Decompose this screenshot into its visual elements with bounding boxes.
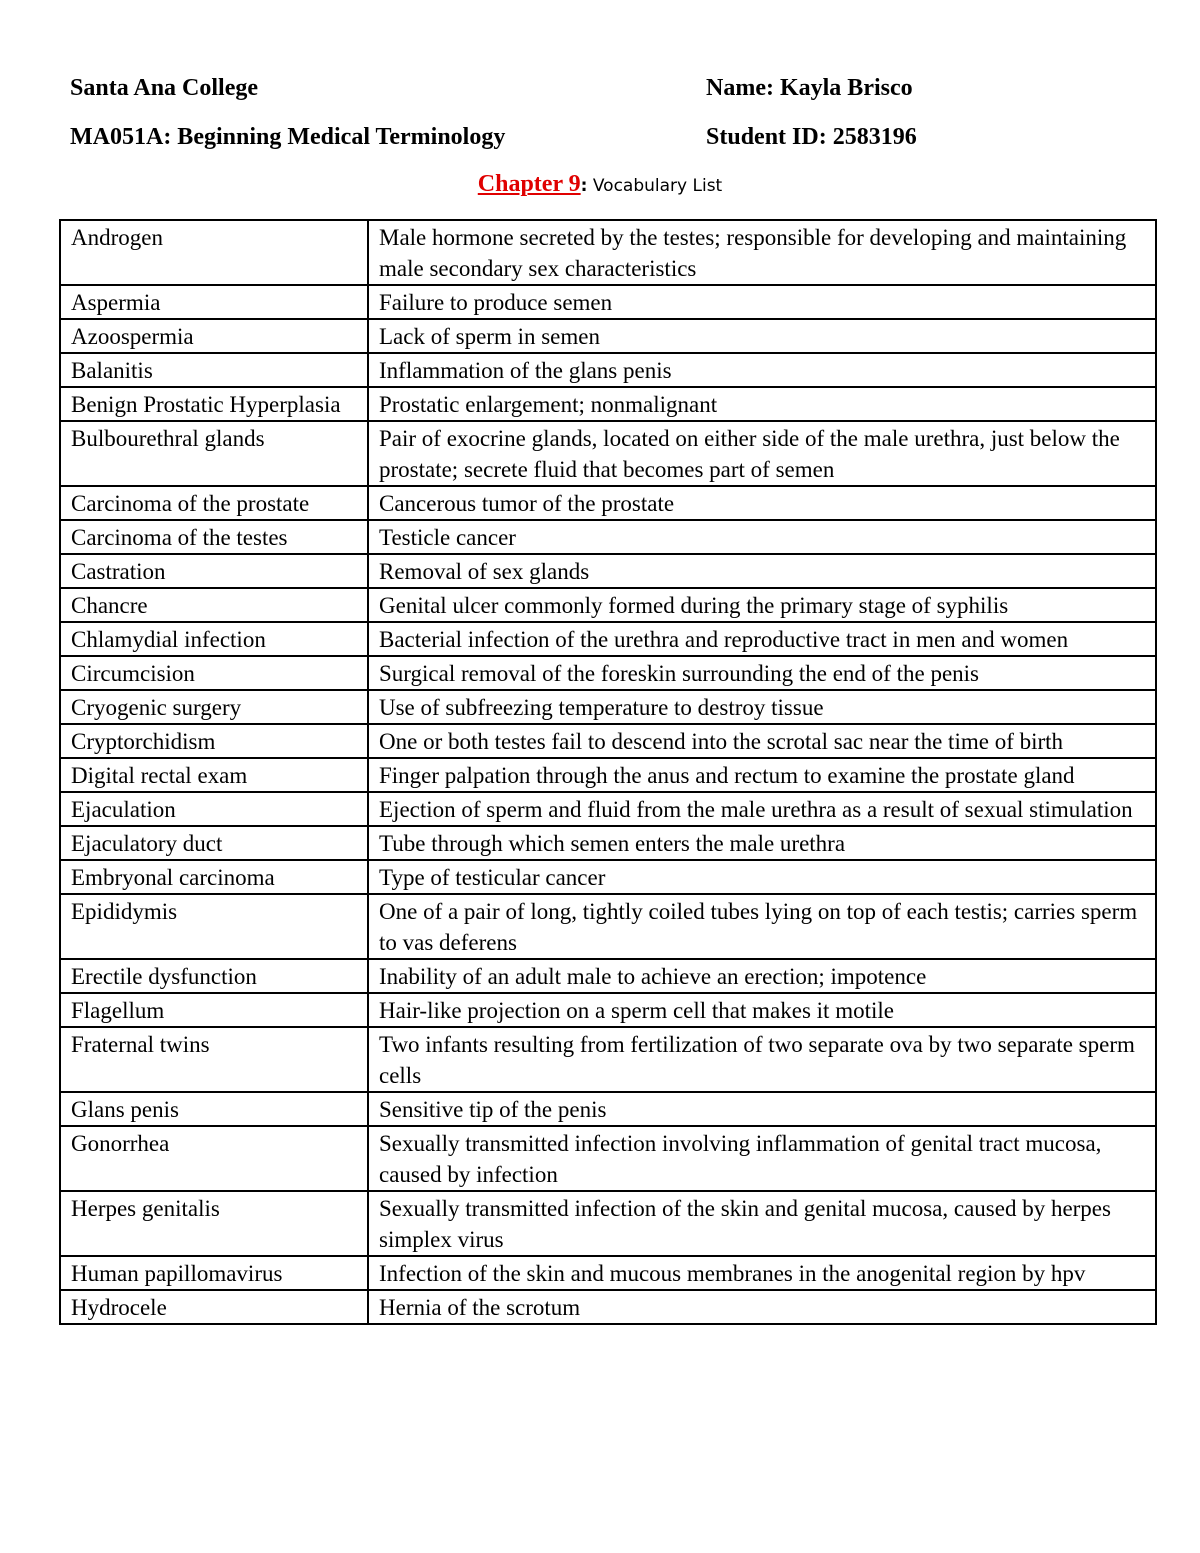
table-row xyxy=(60,758,1156,792)
definition-cell: Cancerous tumor of the prostate xyxy=(368,486,1156,520)
table-row xyxy=(60,520,1156,554)
table-row xyxy=(60,421,1156,486)
term-cell: Ejaculation xyxy=(60,792,368,826)
term-cell: Hydrocele xyxy=(60,1290,368,1324)
term-cell: Androgen xyxy=(60,220,368,285)
definition-cell: Sexually transmitted infection of the skin and genital mucosa, caused by herpes simplex virus xyxy=(368,1191,1156,1256)
definition-cell: Finger palpation through the anus and rectum to examine the prostate gland xyxy=(368,758,1156,792)
table-row xyxy=(60,1092,1156,1126)
term-cell: Carcinoma of the testes xyxy=(60,520,368,554)
table-row xyxy=(60,860,1156,894)
term-cell: Digital rectal exam xyxy=(60,758,368,792)
table-row xyxy=(60,1126,1156,1191)
term-cell: Embryonal carcinoma xyxy=(60,860,368,894)
definition-cell: Testicle cancer xyxy=(368,520,1156,554)
term-cell: Herpes genitalis xyxy=(60,1191,368,1256)
term-cell: Cryptorchidism xyxy=(60,724,368,758)
definition-cell: Two infants resulting from fertilization of two separate ova by two separate sperm cells xyxy=(368,1027,1156,1092)
definition-cell: Genital ulcer commonly formed during the primary stage of syphilis xyxy=(368,588,1156,622)
definition-cell: Male hormone secreted by the testes; responsible for developing and maintaining male secondary sex characteristics xyxy=(368,220,1156,285)
definition-cell: One or both testes fail to descend into the scrotal sac near the time of birth xyxy=(368,724,1156,758)
term-cell: Erectile dysfunction xyxy=(60,959,368,993)
table-row xyxy=(60,554,1156,588)
term-cell: Chancre xyxy=(60,588,368,622)
definition-cell: Use of subfreezing temperature to destroy tissue xyxy=(368,690,1156,724)
vocabulary-table xyxy=(59,219,1157,1325)
definition-cell: Sexually transmitted infection involving inflammation of genital tract mucosa, caused by infection xyxy=(368,1126,1156,1191)
term-cell: Gonorrhea xyxy=(60,1126,368,1191)
table-row xyxy=(60,1191,1156,1256)
table-row xyxy=(60,724,1156,758)
chapter-heading xyxy=(0,171,1200,198)
school-name: Santa Ana College xyxy=(70,75,259,101)
definition-cell: Prostatic enlargement; nonmalignant xyxy=(368,387,1156,421)
table-row xyxy=(60,792,1156,826)
term-cell: Bulbourethral glands xyxy=(60,421,368,486)
definition-cell: Hernia of the scrotum xyxy=(368,1290,1156,1324)
definition-cell: One of a pair of long, tightly coiled tubes lying on top of each testis; carries sperm to vas deferens xyxy=(368,894,1156,959)
chapter-colon: : xyxy=(580,176,588,196)
table-row xyxy=(60,588,1156,622)
course-title: MA051A: Beginning Medical Terminology xyxy=(70,124,506,150)
table-row xyxy=(60,353,1156,387)
table-row xyxy=(60,959,1156,993)
table-row xyxy=(60,690,1156,724)
term-cell: Human papillomavirus xyxy=(60,1256,368,1290)
term-cell: Benign Prostatic Hyperplasia xyxy=(60,387,368,421)
table-row xyxy=(60,656,1156,690)
definition-cell: Sensitive tip of the penis xyxy=(368,1092,1156,1126)
definition-cell: Failure to produce semen xyxy=(368,285,1156,319)
definition-cell: Infection of the skin and mucous membranes in the anogenital region by hpv xyxy=(368,1256,1156,1290)
term-cell: Carcinoma of the prostate xyxy=(60,486,368,520)
term-cell: Aspermia xyxy=(60,285,368,319)
definition-cell: Bacterial infection of the urethra and reproductive tract in men and women xyxy=(368,622,1156,656)
table-row xyxy=(60,1256,1156,1290)
definition-cell: Lack of sperm in semen xyxy=(368,319,1156,353)
term-cell: Flagellum xyxy=(60,993,368,1027)
term-cell: Cryogenic surgery xyxy=(60,690,368,724)
table-row xyxy=(60,285,1156,319)
term-cell: Epididymis xyxy=(60,894,368,959)
table-row xyxy=(60,1027,1156,1092)
definition-cell: Removal of sex glands xyxy=(368,554,1156,588)
table-row xyxy=(60,622,1156,656)
term-cell: Castration xyxy=(60,554,368,588)
definition-cell: Surgical removal of the foreskin surrounding the end of the penis xyxy=(368,656,1156,690)
table-row xyxy=(60,1290,1156,1324)
definition-cell: Pair of exocrine glands, located on either side of the male urethra, just below the prostate; secrete fluid that becomes part of semen xyxy=(368,421,1156,486)
chapter-link[interactable]: Chapter 9 xyxy=(477,171,581,197)
definition-cell: Ejection of sperm and fluid from the male urethra as a result of sexual stimulation xyxy=(368,792,1156,826)
term-cell: Ejaculatory duct xyxy=(60,826,368,860)
table-row xyxy=(60,826,1156,860)
student-name: Name: Kayla Brisco xyxy=(706,75,913,101)
definition-cell: Hair-like projection on a sperm cell that makes it motile xyxy=(368,993,1156,1027)
table-row xyxy=(60,319,1156,353)
term-cell: Circumcision xyxy=(60,656,368,690)
chapter-subtitle: Vocabulary List xyxy=(587,176,723,196)
term-cell: Balanitis xyxy=(60,353,368,387)
table-row xyxy=(60,220,1156,285)
definition-cell: Type of testicular cancer xyxy=(368,860,1156,894)
table-row xyxy=(60,993,1156,1027)
term-cell: Chlamydial infection xyxy=(60,622,368,656)
table-row xyxy=(60,894,1156,959)
term-cell: Glans penis xyxy=(60,1092,368,1126)
table-row xyxy=(60,387,1156,421)
vocabulary-table-body xyxy=(60,220,1156,1324)
term-cell: Fraternal twins xyxy=(60,1027,368,1092)
student-id: Student ID: 2583196 xyxy=(706,124,917,150)
definition-cell: Inflammation of the glans penis xyxy=(368,353,1156,387)
definition-cell: Tube through which semen enters the male urethra xyxy=(368,826,1156,860)
definition-cell: Inability of an adult male to achieve an erection; impotence xyxy=(368,959,1156,993)
table-row xyxy=(60,486,1156,520)
term-cell: Azoospermia xyxy=(60,319,368,353)
